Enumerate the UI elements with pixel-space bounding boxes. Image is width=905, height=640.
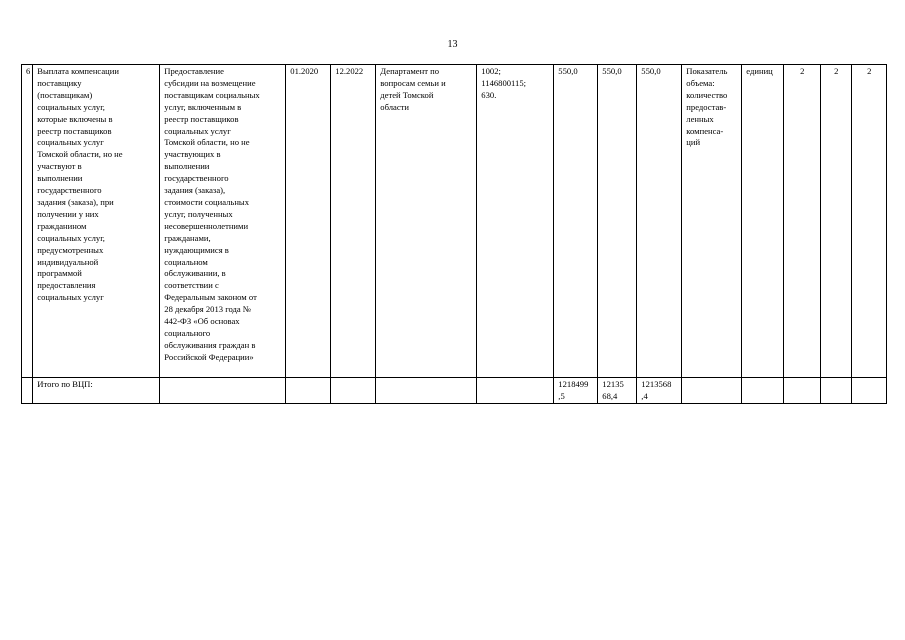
total-empty-cell	[784, 378, 821, 404]
total-empty-cell	[477, 378, 554, 404]
total-empty-cell	[160, 378, 286, 404]
total-amount-1: 1218499 ,5	[554, 378, 598, 404]
total-row	[22, 378, 887, 404]
end-date: 12.2022	[331, 65, 376, 378]
amount-year-2: 550,0	[598, 65, 637, 378]
total-empty-cell	[821, 378, 852, 404]
amount-year-3: 550,0	[637, 65, 682, 378]
row-number: 6	[22, 65, 33, 378]
activity-name: Выплата компенсации поставщику (поставщикам) социальных услуг, которые включены в реестр поставщиков социальных услуг Томской области, но не участвуют в выполнении государственного задания (заказа), при получении у них гражданином социальных услуг, предусмотренных индивидуальной программой предоставления социальных услуг	[33, 65, 160, 378]
indicator-value-2: 2	[821, 65, 852, 378]
total-empty-cell	[22, 378, 33, 404]
total-empty-cell	[742, 378, 784, 404]
total-empty-cell	[331, 378, 376, 404]
total-label: Итого по ВЦП:	[33, 378, 160, 404]
executor: Департамент по вопросам семьи и детей Томской области	[376, 65, 477, 378]
table-row	[22, 65, 887, 378]
total-empty-cell	[682, 378, 742, 404]
program-table	[21, 64, 887, 404]
indicator-name: Показатель объема: количество предостав- ленных компенса- ций	[682, 65, 742, 378]
start-date: 01.2020	[286, 65, 331, 378]
total-empty-cell	[376, 378, 477, 404]
indicator-unit: единиц	[742, 65, 784, 378]
total-amount-2: 12135 68,4	[598, 378, 637, 404]
amount-year-1: 550,0	[554, 65, 598, 378]
total-empty-cell	[852, 378, 887, 404]
indicator-value-1: 2	[784, 65, 821, 378]
budget-codes: 1002; 1146800115; 630.	[477, 65, 554, 378]
indicator-value-3: 2	[852, 65, 887, 378]
total-empty-cell	[286, 378, 331, 404]
activity-description: Предоставление субсидии на возмещение поставщикам социальных услуг, включенным в реестр поставщиков социальных услуг Томской области, но не участвующих в выполнении государственного задания (заказа), стоимости социальных услуг, полученных несовершеннолетними гражданами, нуждающимися в социальном обслуживании, в соответствии с Федеральным законом от 28 декабря 2013 года № 442-ФЗ «Об основах социального обслуживания граждан в Российской Федерации»	[160, 65, 286, 378]
page-number: 13	[447, 39, 458, 50]
total-amount-3: 1213568 ,4	[637, 378, 682, 404]
